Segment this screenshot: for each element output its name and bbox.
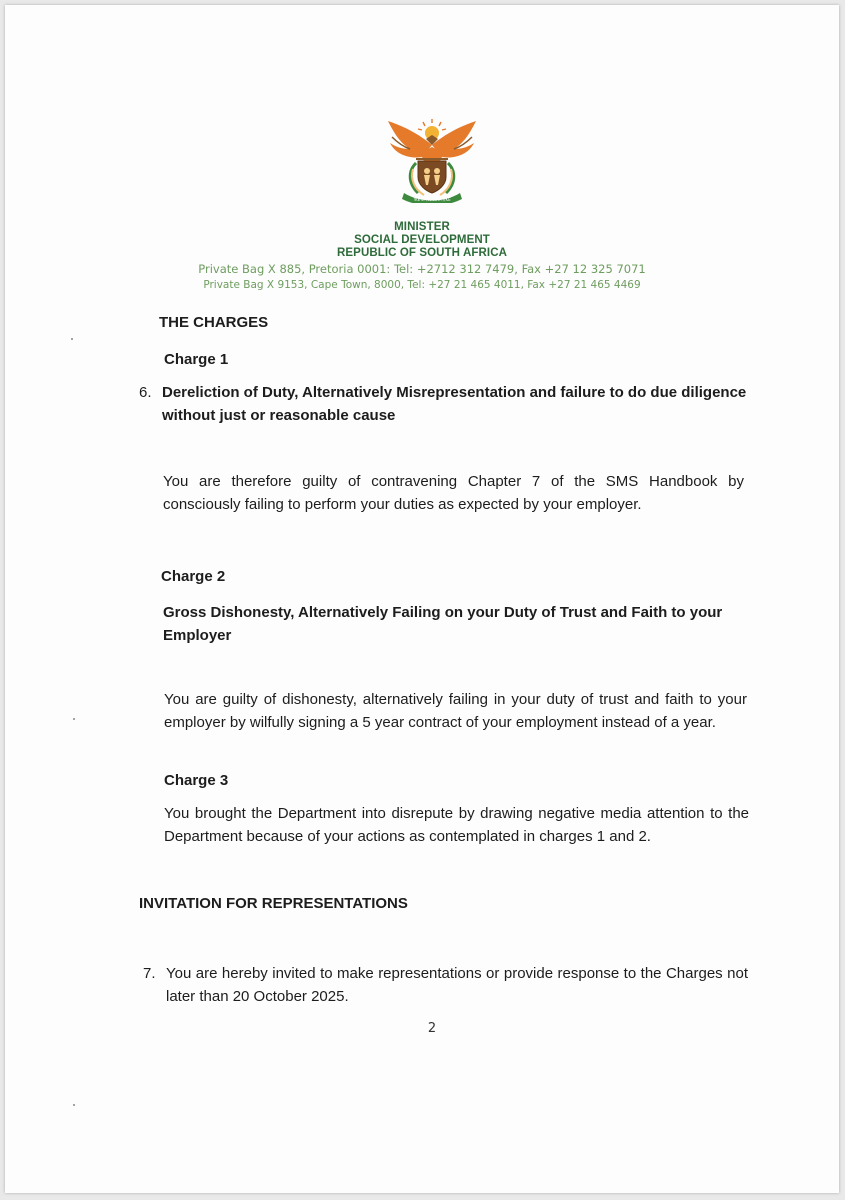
section-heading-charges: THE CHARGES bbox=[159, 314, 269, 331]
charge-1-title: Dereliction of Duty, Alternatively Misrepresentation and failure to do due diligence without just or reasonable cause bbox=[162, 384, 747, 424]
charge-2-label: Charge 2 bbox=[161, 568, 226, 585]
header-title-country: REPUBLIC OF SOUTH AFRICA bbox=[337, 247, 507, 259]
page-number: 2 bbox=[427, 1021, 437, 1036]
header-title-department: SOCIAL DEVELOPMENT bbox=[354, 234, 490, 246]
charge-1-body: You are therefore guilty of contravening Chapter 7 of the SMS Handbook by consciously failing to perform your duties as expected by your employer. bbox=[163, 473, 744, 513]
margin-mark bbox=[73, 1104, 75, 1106]
margin-mark bbox=[71, 338, 73, 340]
item-number-7: 7. bbox=[143, 965, 156, 982]
charge-3-body: You brought the Department into disrepute by drawing negative media attention to the Department because of your actions as contemplated in charges 1 and 2. bbox=[164, 805, 749, 845]
charge-3-label: Charge 3 bbox=[164, 772, 229, 789]
header-address-cape-town: Private Bag X 9153, Cape Town, 8000, Tel: +27 21 465 4011, Fax +27 21 465 4469 bbox=[203, 279, 641, 291]
margin-mark bbox=[73, 718, 75, 720]
svg-text:!KE E: /XARRA //KE: !KE E: /XARRA //KE bbox=[413, 197, 451, 202]
header-address-pretoria: Private Bag X 885, Pretoria 0001: Tel: +2712 312 7479, Fax +27 12 325 7071 bbox=[198, 262, 646, 276]
item-7-body: You are hereby invited to make representations or provide response to the Charges not later than 20 October 2025. bbox=[166, 965, 748, 1005]
charge-2-body: You are guilty of dishonesty, alternatively failing in your duty of trust and faith to your employer by wilfully signing a 5 year contract of your employment instead of a year. bbox=[164, 691, 747, 731]
document-page bbox=[5, 5, 839, 1193]
item-number-6: 6. bbox=[139, 384, 152, 401]
charge-1-label: Charge 1 bbox=[164, 351, 229, 368]
charge-2-title: Gross Dishonesty, Alternatively Failing on your Duty of Trust and Faith to your Employer bbox=[163, 604, 723, 644]
coat-of-arms-icon bbox=[380, 113, 484, 203]
header-title-minister: MINISTER bbox=[394, 221, 450, 233]
section-heading-invitation: INVITATION FOR REPRESENTATIONS bbox=[139, 895, 408, 912]
